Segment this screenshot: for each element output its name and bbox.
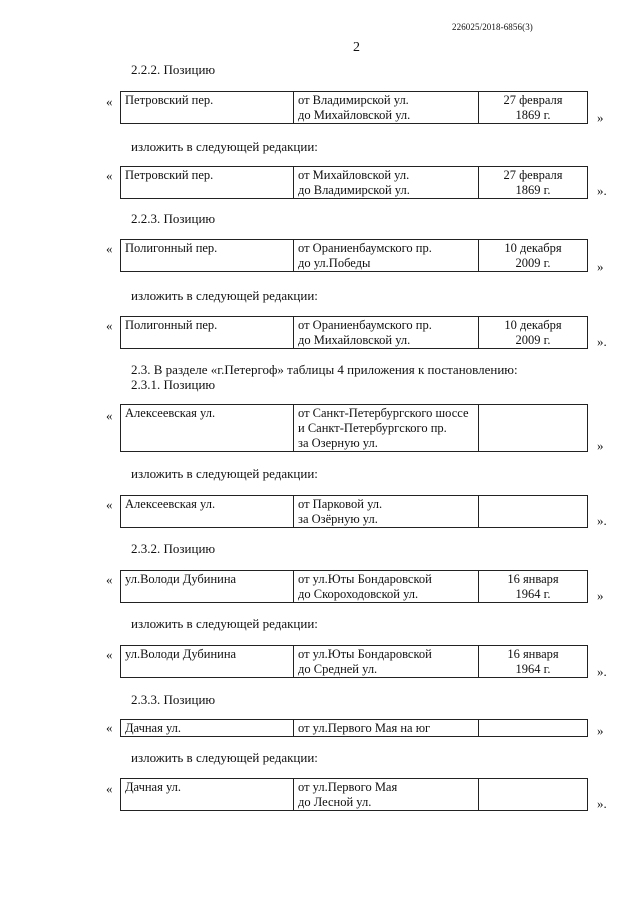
edit-instruction: изложить в следующей редакции: [131,288,318,303]
quote-close: » [597,110,604,125]
quote-close: » [597,723,604,738]
range-to: за Озерную ул. [298,436,378,450]
quote-open: « [106,781,113,796]
street-name: Полигонный пер. [125,318,218,332]
table-row-3 [120,239,588,272]
quote-close: » [597,438,604,453]
quote-close: » [597,259,604,274]
date-year: 2009 г. [515,333,551,347]
range-from: от Владимирской ул. [298,93,409,107]
page-number: 2 [353,40,360,55]
quote-close-period: ». [597,334,607,349]
street-name: Полигонный пер. [125,241,218,255]
date-year: 1869 г. [515,183,551,197]
edit-instruction: изложить в следующей редакции: [131,616,318,631]
street-name: Дачная ул. [125,721,182,735]
date-day: 27 февраля [503,93,563,107]
table-row-4 [120,316,588,349]
street-name: ул.Володи Дубинина [125,647,237,661]
date-year: 1869 г. [515,108,551,122]
date-year: 1964 г. [515,662,551,676]
table-row-9 [120,719,588,737]
range-to: до Владимирской ул. [298,183,410,197]
quote-open: « [106,241,113,256]
range-from: от Михайловской ул. [298,168,410,182]
date-day: 10 декабря [504,318,562,332]
table-row-5 [120,404,588,452]
quote-open: « [106,572,113,587]
range-to: до Михайловской ул. [298,108,411,122]
date-day: 10 декабря [504,241,562,255]
quote-open: « [106,318,113,333]
range-from: от ул.Первого Мая на юг [298,721,431,735]
range-to: за Озёрную ул. [298,512,378,526]
quote-close-period: ». [597,796,607,811]
range-from: от Ораниенбаумского пр. [298,241,432,255]
section-2-2-2: 2.2.2. Позицию [131,62,216,77]
range-from: от ул.Первого Мая [298,780,398,794]
quote-close-period: ». [597,664,607,679]
quote-open: « [106,168,113,183]
table-row-2 [120,166,588,199]
table-row-7 [120,570,588,603]
street-name: Петровский пер. [125,168,214,182]
quote-open: « [106,94,113,109]
quote-close-period: ». [597,183,607,198]
range-from: от Ораниенбаумского пр. [298,318,432,332]
street-name: Алексеевская ул. [125,406,216,420]
quote-open: « [106,647,113,662]
edit-instruction: изложить в следующей редакции: [131,466,318,481]
date-day: 16 января [507,572,559,586]
section-2-3-3: 2.3.3. Позицию [131,692,216,707]
table-row-10 [120,778,588,811]
section-2-3: 2.3. В разделе «г.Петергоф» таблицы 4 приложения к постановлению: [131,362,518,377]
quote-close-period: ». [597,513,607,528]
range-from: от Санкт-Петербургского шоссе [298,406,469,420]
edit-instruction: изложить в следующей редакции: [131,139,318,154]
date-day: 27 февраля [503,168,563,182]
quote-open: « [106,408,113,423]
document-id: 226025/2018-6856(3) [452,22,533,32]
section-2-3-2: 2.3.2. Позицию [131,541,216,556]
range-from: от Парковой ул. [298,497,383,511]
range-mid: и Санкт-Петербургского пр. [298,421,447,435]
section-2-2-3: 2.2.3. Позицию [131,211,216,226]
street-name: ул.Володи Дубинина [125,572,237,586]
street-name: Петровский пер. [125,93,214,107]
quote-open: « [106,720,113,735]
date-day: 16 января [507,647,559,661]
range-to: до Михайловской ул. [298,333,411,347]
range-to: до Скороходовской ул. [298,587,419,601]
date-year: 2009 г. [515,256,551,270]
range-to: до Лесной ул. [298,795,372,809]
table-row-8 [120,645,588,678]
edit-instruction: изложить в следующей редакции: [131,750,318,765]
table-row-1 [120,91,588,124]
range-to: до Средней ул. [298,662,378,676]
quote-close: » [597,588,604,603]
section-2-3-1: 2.3.1. Позицию [131,377,216,392]
quote-open: « [106,497,113,512]
range-to: до ул.Победы [298,256,371,270]
range-from: от ул.Юты Бондаровской [298,572,432,586]
range-from: от ул.Юты Бондаровской [298,647,432,661]
date-year: 1964 г. [515,587,551,601]
table-row-6 [120,495,588,528]
street-name: Дачная ул. [125,780,182,794]
street-name: Алексеевская ул. [125,497,216,511]
